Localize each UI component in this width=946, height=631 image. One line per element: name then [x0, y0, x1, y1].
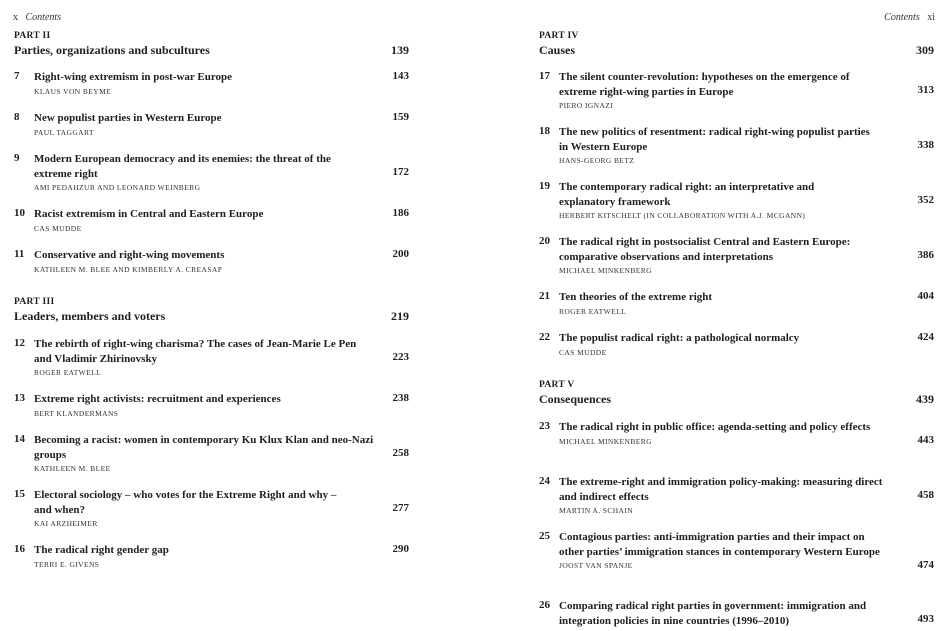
chapter-number: 14	[14, 433, 25, 445]
chapter-number: 24	[539, 475, 550, 487]
chapter-number: 10	[14, 207, 25, 219]
toc-entry	[539, 125, 934, 165]
chapter-author: KATHLEEN M. BLEE	[34, 464, 111, 473]
toc-entry	[539, 599, 934, 628]
chapter-author: ROGER EATWELL	[34, 368, 102, 377]
chapter-page-number: 493	[917, 613, 934, 625]
chapter-author: MICHAEL MINKENBERG	[559, 266, 652, 275]
part-title	[14, 309, 409, 324]
part-label: PART II	[14, 31, 51, 41]
chapter-title: The contemporary radical right: an interpretative and explanatory framework	[559, 181, 815, 208]
chapter-title: The new politics of resentment: radical right-wing populist parties in Western Europe	[559, 126, 870, 153]
chapter-number: 13	[14, 392, 25, 404]
chapter-number: 17	[539, 70, 550, 82]
chapter-author: ROGER EATWELL	[559, 306, 627, 316]
chapter-number: 25	[539, 530, 550, 542]
part-page-number: 219	[391, 309, 409, 323]
toc-entry	[539, 331, 934, 357]
chapter-page-number: 386	[917, 249, 934, 261]
chapter-number: 23	[539, 420, 550, 432]
chapter-title: The silent counter-revolution: hypotheses on the emergence of extreme right-wing parties in Europe	[559, 71, 850, 98]
chapter-number: 20	[539, 235, 550, 247]
chapter-author: JOOST VAN SPANJE	[559, 561, 633, 570]
chapter-page-number: 443	[917, 434, 934, 446]
chapter-page-number: 238	[392, 392, 409, 404]
chapter-page-number: 159	[392, 111, 409, 123]
chapter-title: Ten theories of the extreme right	[559, 291, 713, 303]
chapter-number: 21	[539, 290, 550, 302]
chapter-title: New populist parties in Western Europe	[34, 112, 222, 124]
chapter-author: TERRI E. GIVENS	[34, 559, 100, 569]
part-title	[539, 43, 934, 58]
part-title-text: Consequences	[539, 392, 612, 406]
toc-entry	[14, 207, 409, 233]
chapter-title: Racist extremism in Central and Eastern Europe	[34, 208, 264, 220]
chapter-number: 9	[14, 152, 20, 164]
toc-entry	[14, 543, 409, 569]
part-page-number: 309	[916, 43, 934, 57]
chapter-title: The radical right in postsocialist Central and Eastern Europe: comparative observations and interpretations	[559, 236, 851, 263]
chapter-title: The radical right gender gap	[34, 544, 169, 556]
toc-entry	[539, 530, 934, 570]
part-label: PART IV	[539, 31, 579, 41]
toc-entry	[539, 420, 934, 446]
chapter-title: Conservative and right-wing movements	[34, 249, 225, 261]
chapter-author: BERT KLANDERMANS	[34, 408, 119, 418]
chapter-author: PIERO IGNAZI	[559, 101, 614, 110]
chapter-title: Right-wing extremism in post-war Europe	[34, 71, 232, 83]
chapter-title: The radical right in public office: agenda-setting and policy effects	[559, 421, 871, 433]
chapter-author: MARTIN A. SCHAIN	[559, 506, 634, 515]
part-label: PART III	[14, 297, 55, 307]
running-head-title: Contents	[884, 12, 920, 23]
toc-entry	[14, 152, 409, 192]
chapter-title: The extreme-right and immigration policy-making: measuring direct and indirect effects	[559, 476, 883, 503]
part-title	[14, 43, 409, 58]
chapter-page-number: 424	[917, 331, 934, 343]
chapter-page-number: 258	[392, 447, 409, 459]
chapter-title: The rebirth of right-wing charisma? The cases of Jean-Marie Le Pen and Vladimir Zhirinovsky	[34, 338, 357, 365]
toc-entry	[539, 70, 934, 110]
toc-entry	[14, 392, 409, 418]
chapter-title: Extreme right activists: recruitment and experiences	[34, 393, 281, 405]
chapter-number: 26	[539, 599, 550, 611]
chapter-number: 8	[14, 111, 20, 123]
chapter-author: KAI ARZHEIMER	[34, 519, 98, 528]
part-heading	[539, 31, 934, 58]
chapter-page-number: 338	[917, 139, 934, 151]
part-heading	[14, 31, 409, 58]
toc-entry	[14, 111, 409, 137]
chapter-page-number: 143	[392, 70, 409, 82]
chapter-author: CAS MUDDE	[34, 223, 82, 233]
toc-entry	[14, 488, 409, 528]
chapter-number: 11	[14, 248, 25, 260]
chapter-author: PAUL TAGGART	[34, 127, 94, 137]
chapter-author: CAS MUDDE	[559, 347, 607, 357]
toc-entry	[539, 235, 934, 275]
chapter-author: HERBERT KITSCHELT (IN COLLABORATION WITH A.J. MCGANN)	[559, 211, 806, 220]
chapter-page-number: 313	[917, 84, 934, 96]
running-head-right	[884, 12, 935, 23]
chapter-page-number: 290	[392, 543, 409, 555]
toc-entry	[14, 248, 409, 274]
chapter-title: Becoming a racist: women in contemporary Ku Klux Klan and neo-Nazi groups	[34, 434, 374, 461]
part-heading	[14, 297, 409, 324]
part-title	[539, 392, 934, 407]
chapter-page-number: 458	[917, 489, 934, 501]
chapter-page-number: 474	[917, 559, 934, 571]
part-label: PART V	[539, 380, 575, 390]
running-head-left	[13, 12, 61, 23]
folio-right: xi	[927, 12, 935, 23]
toc-entry	[539, 290, 934, 316]
chapter-title: The populist radical right: a pathological normalcy	[559, 332, 800, 344]
chapter-page-number: 404	[917, 290, 934, 302]
chapter-author: AMI PEDAHZUR AND LEONARD WEINBERG	[34, 183, 201, 192]
part-title-text: Parties, organizations and subcultures	[14, 43, 210, 57]
part-title-text: Leaders, members and voters	[14, 309, 166, 323]
part-heading	[539, 380, 934, 407]
chapter-number: 7	[14, 70, 20, 82]
toc-entry	[539, 180, 934, 220]
chapter-page-number: 172	[392, 166, 409, 178]
right-page	[473, 0, 946, 631]
chapter-title: Comparing radical right parties in government: immigration and integration policies in nine countries (1996–2010)	[559, 600, 867, 627]
chapter-number: 15	[14, 488, 25, 500]
chapter-number: 16	[14, 543, 25, 555]
part-page-number: 439	[916, 392, 934, 406]
chapter-number: 18	[539, 125, 550, 137]
chapter-title: Electoral sociology – who votes for the Extreme Right and why – and when?	[34, 489, 337, 516]
toc-entry	[14, 70, 409, 96]
toc-entry	[14, 433, 409, 473]
chapter-number: 19	[539, 180, 550, 192]
toc-entry	[539, 475, 934, 515]
chapter-title: Contagious parties: anti-immigration parties and their impact on other parties’ immigration stances in contemporary Western Europe	[559, 531, 880, 558]
chapter-page-number: 186	[392, 207, 409, 219]
chapter-author: HANS-GEORG BETZ	[559, 156, 635, 165]
toc-entry	[14, 337, 409, 377]
chapter-author: KATHLEEN M. BLEE AND KIMBERLY A. CREASAP	[34, 264, 223, 274]
chapter-page-number: 200	[392, 248, 409, 260]
chapter-page-number: 277	[392, 502, 409, 514]
chapter-number: 22	[539, 331, 550, 343]
chapter-author: KLAUS VON BEYME	[34, 86, 112, 96]
chapter-page-number: 352	[917, 194, 934, 206]
chapter-author: MICHAEL MINKENBERG	[559, 436, 652, 446]
chapter-number: 12	[14, 337, 25, 349]
running-head-title: Contents	[25, 12, 62, 23]
part-title-text: Causes	[539, 43, 576, 57]
chapter-page-number: 223	[392, 351, 409, 363]
chapter-title: Modern European democracy and its enemies: the threat of the extreme right	[34, 153, 331, 180]
folio-left: x	[13, 12, 18, 23]
part-page-number: 139	[391, 43, 409, 57]
